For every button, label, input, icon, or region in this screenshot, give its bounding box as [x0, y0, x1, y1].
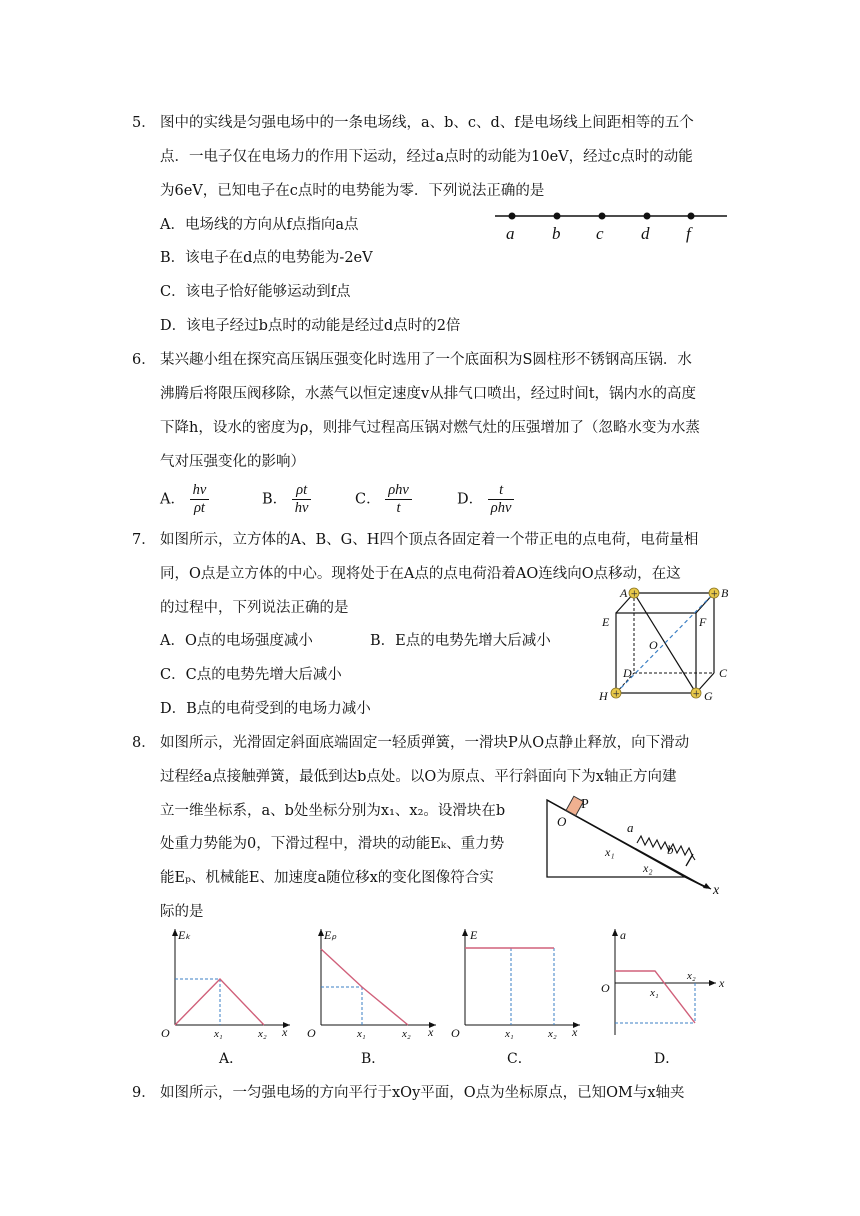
q7-cube-figure — [596, 586, 736, 706]
q7-option-c: C．C点的电势先增大后减小 — [160, 667, 342, 683]
q6-option-b — [262, 482, 311, 517]
q5-point-f: f — [686, 224, 691, 243]
q7-line-2: 同，O点是立方体的中心。现将处于在A点的点电荷沿着AO连线向O点移动，在这 — [160, 566, 681, 582]
svg-text:x₁: x₁ — [214, 1028, 223, 1040]
cube-label-f: F — [699, 615, 707, 629]
q5-field-line-figure — [495, 205, 730, 245]
graph-a-ylabel: Eₖ — [178, 928, 191, 942]
q5-option-a: A．电场线的方向从f点指向a点 — [160, 217, 359, 233]
q8-graph-b-caption: B． — [361, 1051, 386, 1067]
q6-option-b-label: B． — [262, 491, 288, 508]
svg-text:x: x — [572, 1025, 578, 1039]
svg-text:O: O — [601, 981, 610, 995]
q5-number: 5． — [132, 115, 156, 131]
incline-label-p: P — [581, 797, 589, 812]
q8-graph-c-caption: C． — [507, 1051, 532, 1067]
q8-line-3: 立一维坐标系，a、b处坐标分别为x₁、x₂。设滑块在b — [160, 803, 506, 819]
q7-number: 7． — [132, 532, 156, 548]
cube-label-b: B — [721, 586, 729, 600]
svg-text:O: O — [451, 1026, 460, 1040]
q5-line-1: 图中的实线是匀强电场中的一条电场线，a、b、c、d、f是电场线上间距相等的五个 — [160, 115, 694, 131]
svg-text:x₂: x₂ — [258, 1028, 267, 1040]
q6-line-2: 沸腾后将限压阀移除，水蒸气以恒定速度v从排气口喷出，经过时间t，锅内水的高度 — [160, 386, 697, 402]
q8-graph-a — [158, 925, 298, 1040]
incline-label-x: x — [713, 883, 720, 898]
svg-text:+: + — [630, 589, 639, 600]
q7-line-3: 的过程中，下列说法正确的是 — [160, 600, 349, 616]
q8-line-1: 如图所示，光滑固定斜面底端固定一轻质弹簧，一滑块P从O点静止释放，向下滑动 — [160, 735, 690, 751]
incline-label-x2: x₂ — [643, 861, 653, 875]
q6-line-3: 下降h，设水的密度为ρ，则排气过程高压锅对燃气灶的压强增加了（忽略水变为水蒸 — [160, 420, 700, 436]
svg-text:O: O — [161, 1026, 170, 1040]
svg-text:+: + — [612, 689, 621, 700]
cube-label-h: H — [599, 689, 608, 703]
q8-graph-c — [450, 925, 590, 1040]
q8-incline-figure — [545, 790, 725, 898]
q8-graph-d — [598, 925, 738, 1040]
q6-option-a — [160, 482, 209, 517]
q6-line-1: 某兴趣小组在探究高压锅压强变化时选用了一个底面积为S圆柱形不锈钢高压锅．水 — [160, 352, 692, 368]
svg-text:x₂: x₂ — [402, 1028, 411, 1040]
incline-label-x1: x₁ — [605, 845, 615, 859]
cube-label-o: O — [649, 638, 658, 652]
q5-option-c: C．该电子恰好能够运动到f点 — [160, 284, 351, 300]
svg-text:x: x — [282, 1025, 288, 1039]
q6-option-b-fraction: $\frac{\rho t}{hv}$ — [292, 482, 312, 517]
q6-option-c — [355, 482, 412, 517]
svg-text:x: x — [428, 1025, 434, 1039]
q5-line-3: 为6eV，已知电子在c点时的电势能为零．下列说法正确的是 — [160, 183, 545, 199]
q5-option-b: B．该电子在d点的电势能为-2eV — [160, 250, 373, 266]
graph-b-ylabel: Eₚ — [324, 928, 337, 942]
q6-line-4: 气对压强变化的影响） — [160, 454, 305, 470]
svg-text:x₂: x₂ — [687, 970, 696, 982]
svg-text:x₁: x₁ — [357, 1028, 366, 1040]
q5-option-d: D．该电子经过b点时的动能是经过d点时的2倍 — [160, 318, 461, 334]
svg-text:+: + — [710, 589, 719, 600]
q6-option-d — [457, 482, 514, 517]
svg-text:O: O — [307, 1026, 316, 1040]
q8-number: 8． — [132, 735, 156, 751]
q9-number: 9． — [132, 1085, 156, 1101]
q5-point-d: d — [641, 224, 650, 243]
q8-line-5: 能Eₚ、机械能E、加速度a随位移x的变化图像符合实 — [160, 870, 494, 886]
q6-option-c-fraction: $\frac{\text{ρhv}}{t}$ — [385, 482, 412, 517]
q5-point-c: c — [596, 224, 604, 243]
q8-line-4: 处重力势能为0，下滑过程中，滑块的动能Eₖ、重力势 — [160, 836, 505, 852]
incline-label-o: O — [557, 814, 567, 829]
cube-label-c: C — [719, 666, 728, 680]
q6-option-d-label: D． — [457, 491, 484, 508]
q6-number: 6． — [132, 352, 156, 368]
q5-line-2: 点．一电子仅在电场力的作用下运动，经过a点时的动能为10eV，经过c点时的动能 — [160, 149, 693, 165]
q5-point-b: b — [552, 224, 561, 243]
incline-label-a: a — [627, 820, 634, 835]
incline-label-b: b — [667, 842, 674, 857]
svg-text:+: + — [692, 689, 701, 700]
q8-graph-a-caption: A． — [219, 1051, 244, 1067]
q6-option-c-label: C． — [355, 491, 381, 508]
svg-text:x₁: x₁ — [505, 1028, 514, 1040]
q6-option-a-fraction: $\frac{hv}{\rho t}$ — [190, 482, 210, 517]
cube-label-e: E — [602, 615, 610, 629]
graph-d-ylabel: a — [620, 928, 626, 942]
q8-graph-d-caption: D． — [654, 1051, 680, 1067]
q8-line-2: 过程经a点接触弹簧，最低到达b点处。以O为原点、平行斜面向下为x轴正方向建 — [160, 769, 677, 785]
q8-graph-b — [304, 925, 444, 1040]
graph-c-ylabel: E — [470, 928, 478, 942]
q7-option-a: A．O点的电场强度减小 — [160, 633, 313, 649]
q6-option-a-label: A． — [160, 491, 185, 508]
cube-label-g: G — [704, 689, 713, 703]
svg-text:x₁: x₁ — [650, 987, 659, 999]
q7-option-d: D．B点的电荷受到的电场力减小 — [160, 701, 371, 717]
cube-label-d: D — [623, 666, 632, 680]
q8-line-6: 际的是 — [160, 904, 204, 920]
cube-label-a: A — [620, 586, 628, 600]
q7-option-b: B．E点的电势先增大后减小 — [370, 633, 551, 649]
q7-line-1: 如图所示，立方体的A、B、G、H四个顶点各固定着一个带正电的点电荷，电荷量相 — [160, 532, 699, 548]
q5-point-a: a — [506, 224, 515, 243]
svg-text:x₂: x₂ — [548, 1028, 557, 1040]
q9-line-1: 如图所示，一匀强电场的方向平行于xOy平面，O点为坐标原点，已知OM与x轴夹 — [160, 1085, 685, 1101]
q6-option-d-fraction: $\frac{t}{\text{ρhv}}$ — [488, 482, 515, 517]
svg-text:x: x — [719, 976, 725, 990]
